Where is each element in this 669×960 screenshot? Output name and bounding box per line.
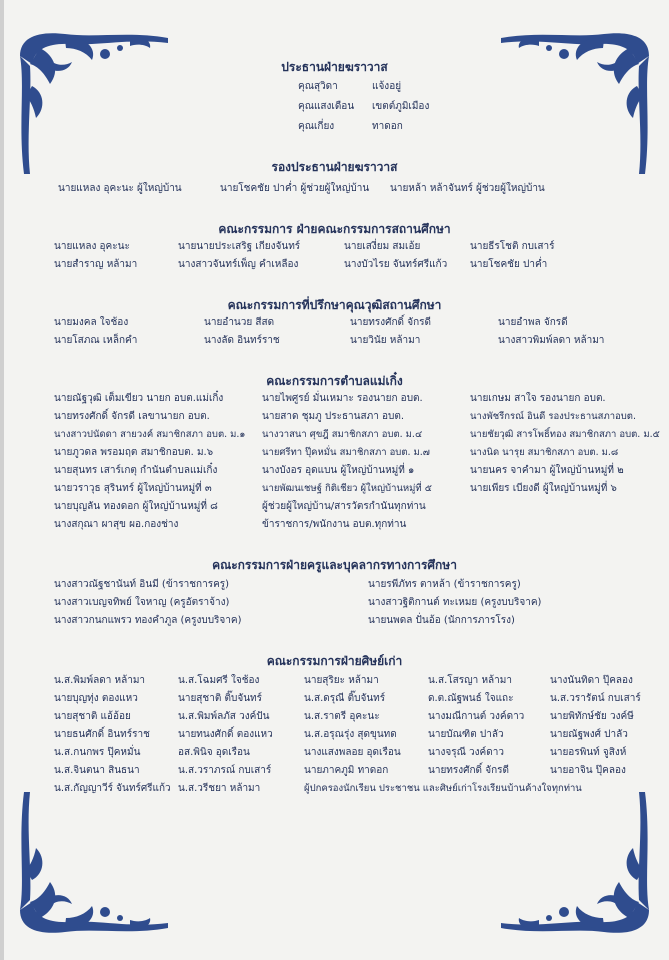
- chair-surname: แจ้งอยู่: [372, 81, 402, 92]
- subdistrict-member: นายไพศูรย์ มั่นเหมาะ รองนายก อบต.: [262, 393, 423, 404]
- subdistrict-member: ข้าราชการ/พนักงาน อบต.ทุกท่าน: [262, 519, 407, 530]
- alumni-member: น.ส.วรีชยา หล้ามา: [178, 783, 261, 794]
- teacher-member: นายนพดล ปั่นอ้อ (นักการภารโรง): [368, 615, 515, 626]
- subdistrict-member: นายณัฐวุฒิ เต็มเขียว นายก อบต.แม่เกิ๋ง: [54, 393, 224, 404]
- subdistrict-member: นางสกุณา ผาสุข ผอ.กองช่าง: [54, 519, 179, 530]
- advisor-member: นายโสภณ เหล็กคำ: [54, 335, 138, 346]
- alumni-member: นายทรงศักดิ์ จักรดี: [428, 765, 510, 776]
- board-member: นางบัวไรย จันทร์ศรีแก้ว: [344, 259, 448, 270]
- subdistrict-member: นางบังอร อุดแบน ผู้ใหญ่บ้านหมู่ที่ ๑: [262, 465, 415, 476]
- alumni-member: นายอาจิน ปุ๊คลอง: [550, 765, 626, 776]
- advisor-member: นางลัด อินทร์ราช: [204, 335, 280, 346]
- alumni-member: นายณัฐพงศ์ ปาลัว: [550, 729, 628, 740]
- subdistrict-member: นายวราวุธ สุรินทร์ ผู้ใหญ่บ้านหมู่ที่ ๓: [54, 483, 212, 494]
- subdistrict-member: นายสาด ชุมภู ประธานสภา อบต.: [262, 411, 405, 422]
- teacher-member: นางสาวฐิติกานต์ ทะเหมย (ครูงบบริจาค): [368, 597, 542, 608]
- alumni-member: นายพิทักษ์ชัย วงค์ษี: [550, 711, 634, 722]
- advisor-member: นายมงคล ใจช้อง: [54, 317, 129, 328]
- board-member: นายสำราญ หล้ามา: [54, 259, 138, 270]
- vice-chair-entry: นายโชคชัย ปาค่ำ ผู้ช่วยผู้ใหญ่บ้าน: [220, 183, 370, 194]
- alumni-member: น.ส.พิมพ์ลดา หล้ามา: [54, 675, 146, 686]
- teacher-member: นางสาวเบญจทิพย์ ใจหาญ (ครูอัตราจ้าง): [54, 597, 230, 608]
- alumni-member: นายสุริยะ หล้ามา: [304, 675, 379, 686]
- alumni-member: น.ส.กัญญาวีร์ จันทร์ศรีแก้ว: [54, 783, 171, 794]
- subdistrict-member: นายเพียร เบียงดี ผู้ใหญ่บ้านหมู่ที่ ๖: [470, 483, 617, 494]
- alumni-member: น.ส.จินตนา สินธนา: [54, 765, 140, 776]
- advisor-member: นายอำนวย สีสด: [204, 317, 275, 328]
- subdistrict-member: นายชัยวุฒิ สารโพธิ์ทอง สมาชิกสภา อบต. ม.๕: [470, 429, 660, 440]
- subdistrict-member: นายสุนทร เสาร์เกตุ กำนันตำบลแม่เกิ๋ง: [54, 465, 218, 476]
- alumni-member: นายภาคภูมิ ทาดอก: [304, 765, 389, 776]
- alumni-member: น.ส.ดรุณี ติ๊บจันทร์: [304, 693, 386, 704]
- section-heading-advisors: คณะกรรมการที่ปรึกษาคุณวุฒิสถานศึกษา: [227, 298, 442, 312]
- page-edge: [0, 0, 4, 960]
- section-heading-chair: ประธานฝ่ายฆราวาส: [281, 60, 388, 74]
- subdistrict-member: นายนคร จาคำมา ผู้ใหญ่บ้านหมู่ที่ ๒: [470, 465, 624, 476]
- corner-top-left-ornament: [10, 26, 170, 176]
- subdistrict-member: นายทรงศักดิ์ จักรดี เลขานายก อบต.: [54, 411, 210, 422]
- board-member: นายโชคชัย ปาค่ำ: [470, 259, 548, 270]
- board-member: นายธีรโชติ กบเสาร์: [470, 241, 555, 252]
- chair-name: คุณสุวิดา: [298, 81, 338, 92]
- subdistrict-member: นางนิด นารุย สมาชิกสภา อบต. ม.๘: [470, 447, 619, 458]
- teacher-member: นายรพีภัทร ตาหล้า (ข้าราชการครู): [368, 579, 521, 590]
- board-member: นายนายประเสริฐ เกียงจันทร์: [178, 241, 301, 252]
- alumni-closing-note: ผู้ปกครองนักเรียน ประชาชน และศิษย์เก่าโรงเรียนบ้านค้างใจทุกท่าน: [304, 783, 582, 794]
- alumni-member: นายธนศักดิ์ อินทร์ราช: [54, 729, 150, 740]
- alumni-member: น.ส.พิมพ์ลภัส วงค์ปัน: [178, 711, 270, 722]
- chair-name: คุณเกี่ยง: [298, 121, 335, 132]
- alumni-member: น.ส.วรารัตน์ กบเสาร์: [550, 693, 641, 704]
- alumni-member: ด.ต.ณัฐพนธ์ ใจแถะ: [428, 693, 514, 704]
- corner-top-right-ornament: [499, 26, 659, 176]
- alumni-member: อส.พินิจ อุดเรือน: [178, 747, 250, 758]
- subdistrict-member: นายพัฒนเชษฐ์ กิติเชียว ผู้ใหญ่บ้านหมู่ที่ ๕: [262, 483, 432, 494]
- advisor-member: นายทรงศักดิ์ จักรดี: [350, 317, 432, 328]
- teacher-member: นางสาวกนกแพรว ทองคำภูล (ครูงบบริจาค): [54, 615, 242, 626]
- alumni-member: นายทนงศักดิ์ ตองแหว: [178, 729, 273, 740]
- section-heading-subdistrict: คณะกรรมการตำบลแม่เกิ๋ง: [266, 374, 403, 388]
- chair-surname: เขตต์ภูมิเมือง: [372, 101, 430, 112]
- alumni-member: นายบัณฑิต ปาลัว: [428, 729, 504, 740]
- section-heading-vice-chair: รองประธานฝ่ายฆราวาส: [271, 160, 398, 174]
- teacher-member: นางสาวณัฐชานันท์ อินมี (ข้าราชการครู): [54, 579, 230, 590]
- advisor-member: นายวินัย หล้ามา: [350, 335, 421, 346]
- subdistrict-member: นายเกษม สาใจ รองนายก อบต.: [470, 393, 606, 404]
- chair-name: คุณแสงเดือน: [298, 101, 355, 112]
- board-member: นายแหลง อุคะนะ: [54, 241, 130, 252]
- alumni-member: นายสุชาติ ติ๊บจันทร์: [178, 693, 262, 704]
- subdistrict-member: นายภูวดล พรอมฤต สมาชิกอบต. ม.๖: [54, 447, 214, 458]
- advisor-member: นายอำพล จักรดี: [498, 317, 568, 328]
- alumni-member: น.ส.วราภรณ์ กบเสาร์: [178, 765, 272, 776]
- subdistrict-member: นางพัชรีกรณ์ อินดี รองประธานสภาอบต.: [470, 411, 636, 422]
- alumni-member: นางแสงพลอย อุดเรือน: [304, 747, 401, 758]
- alumni-member: นางจรุณี วงค์ดาว: [428, 747, 504, 758]
- corner-bottom-right-ornament: [499, 790, 659, 940]
- board-member: นายเสงี่ยม สมเอ้ย: [344, 241, 421, 252]
- section-heading-school-board: คณะกรรมการ ฝ่ายคณะกรรมการสถานศึกษา: [218, 222, 451, 236]
- alumni-member: น.ส.โฉมศรี ใจช้อง: [178, 675, 260, 686]
- alumni-member: น.ส.ราตรี อุคะนะ: [304, 711, 380, 722]
- subdistrict-member: นายบุญลัน ทองดอก ผู้ใหญ่บ้านหมู่ที่ ๘: [54, 501, 218, 512]
- alumni-member: นายสุชาติ แอ้อ้อย: [54, 711, 131, 722]
- section-heading-alumni: คณะกรรมการฝ่ายศิษย์เก่า: [266, 654, 403, 668]
- alumni-member: น.ส.อรุณรุ่ง สุดขุนทด: [304, 729, 397, 740]
- subdistrict-member: นางวาสนา ศุขฎี สมาชิกสภา อบต. ม.๔: [262, 429, 423, 440]
- board-member: นางสาวจันทร์เพ็ญ คำเหลือง: [178, 259, 299, 270]
- corner-bottom-left-ornament: [10, 790, 170, 940]
- alumni-member: นางนันทิดา ปุ๊คลอง: [550, 675, 633, 686]
- vice-chair-entry: นายแหลง อุคะนะ ผู้ใหญ่บ้าน: [58, 183, 182, 194]
- chair-surname: ทาดอก: [372, 121, 403, 132]
- subdistrict-member: ผู้ช่วยผู้ใหญ่บ้าน/สารวัตรกำนันทุกท่าน: [262, 501, 426, 512]
- alumni-member: นางมณีกานต์ วงค์ดาว: [428, 711, 525, 722]
- alumni-member: น.ส.กนกพร ปุ๊คหมั่น: [54, 747, 141, 758]
- vice-chair-entry: นายหล้า หล้าจันทร์ ผู้ช่วยผู้ใหญ่บ้าน: [390, 183, 545, 194]
- alumni-member: นายบุญทุ่ง ตองแหว: [54, 693, 138, 704]
- alumni-member: น.ส.โสรญา หล้ามา: [428, 675, 512, 686]
- alumni-member: นายอรพินท์ จูสิงห์: [550, 747, 627, 758]
- advisor-member: นางสาวพิมพ์ลดา หล้ามา: [498, 335, 605, 346]
- subdistrict-member: นายศรีทา ปุ๊คหมั่น สมาชิกสภา อบต. ม.๗: [262, 447, 430, 458]
- subdistrict-member: นางสาวปนัดดา สายวงค์ สมาชิกสภา อบต. ม.๑: [54, 429, 246, 440]
- section-heading-teachers: คณะกรรมการฝ่ายครูและบุคลากรทางการศึกษา: [212, 558, 457, 572]
